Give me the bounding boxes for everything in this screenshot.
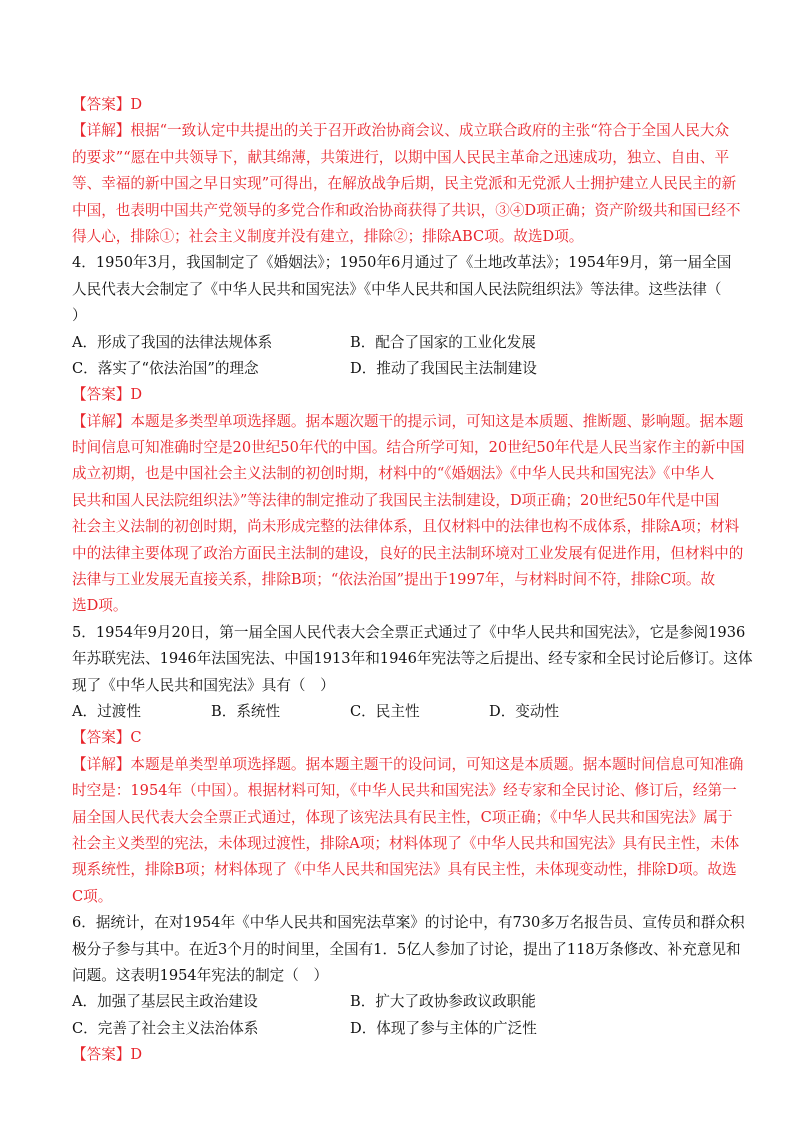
q6-option-b[interactable]: B．扩大了政协参政议政职能 [350,993,536,1011]
q4-detail-line: 法律与工业发展无直接关系，排除B项；“依法治国”提出于1997年，与材料时间不符，排除C项。故 [72,571,716,589]
q3-detail-line: 得人心，排除①；社会主义制度并没有建立，排除②；排除ABC项。故选D项。 [72,227,584,245]
q6-stem-line: 极分子参与其中。在近3个月的时间里，全国有1．5亿人参加了讨论，提出了118万条修改、补充意见和 [72,940,741,958]
document-page [72,92,753,1068]
q3-answer: 【答案】D [72,96,143,113]
q5-option-d[interactable]: D．变动性 [489,702,560,720]
q4-detail-line: 中的法律主要体现了政治方面民主法制的建设，良好的民主法制环境对工业发展有促进作用，但材料中的 [72,544,744,562]
q4-detail-line: 成立初期，也是中国社会主义法制的初创时期，材料中的“《婚姻法》《中华人民共和国宪法》《中华人 [72,465,715,483]
q5-detail-line: 现系统性，排除B项；材料体现了《中华人民共和国宪法》具有民主性，未体现变动性，排除D项。故选 [72,861,737,879]
q5-stem-line: 5．1954年9月20日，第一届全国人民代表大会全票正式通过了《中华人民共和国宪法》，它是参阅1936 [72,623,746,641]
q4-option-b[interactable]: B．配合了国家的工业化发展 [350,333,536,351]
q5-detail-line: C项。 [72,887,113,905]
q4-detail-line: 【详解】本题是多类型单项选择题。据本题次题干的提示词，可知这是本质题、推断题、影响题。据本题 [72,412,744,430]
q4-detail-line: 社会主义法制的初创时期，尚未形成完整的法律体系，且仅材料中的法律也构不成体系，排除A项；材料 [72,518,740,536]
q6-option-a[interactable]: A．加强了基层民主政治建设 [72,993,258,1011]
q5-detail-line: 时空是：1954年（中国）。根据材料可知，《中华人民共和国宪法》经专家和全民讨论、修订后，经第一 [72,782,737,800]
q4-stem-line: 4．1950年3月，我国制定了《婚姻法》；1950年6月通过了《土地改革法》；1954年9月，第一届全国 [72,254,732,272]
q4-detail-line: 选D项。 [72,597,128,615]
q5-detail-line: 届全国人民代表大会全票正式通过，体现了该宪法具有民主性，C项正确；《中华人民共和国宪法》属于 [72,808,733,826]
q3-detail-line: 等、幸福的新中国之早日实现”可得出，在解放战争后期，民主党派和无党派人士拥护建立人民民主的新 [72,175,737,193]
q6-options-row [72,1016,732,1042]
q4-options-row [72,330,732,356]
q6-options-row [72,989,732,1015]
q5-options-row [72,699,732,725]
q4-option-d[interactable]: D．推动了我国民主法制建设 [350,359,537,377]
q5-stem-line: 现了《中华人民共和国宪法》具有（ ） [72,676,335,694]
q6-stem-line: 问题。这表明1954年宪法的制定（ ） [72,966,329,984]
q6-answer: 【答案】D [72,1046,143,1064]
q5-option-a[interactable]: A．过渡性 [72,702,141,720]
q6-option-c[interactable]: C．完善了社会主义法治体系 [72,1019,259,1037]
q4-option-a[interactable]: A．形成了我国的法律法规体系 [72,333,273,351]
q4-stem-line: ） [72,307,87,325]
q3-detail-line: 的要求”“愿在中共领导下，献其绵薄，共策进行，以期中国人民民主革命之迅速成功，独立、自由、平 [72,148,730,166]
q6-option-d[interactable]: D．体现了参与主体的广泛性 [350,1019,537,1037]
q4-detail-line: 民共和国人民法院组织法》”等法律的制定推动了我国民主法制建设，D项正确；20世纪50年代是中国 [72,491,720,509]
q5-detail-line: 社会主义类型的宪法，未体现过渡性，排除A项；材料体现了《中华人民共和国宪法》具有民主性，未体 [72,834,740,852]
q4-option-c[interactable]: C．落实了“依法治国”的理念 [72,359,259,377]
q5-answer: 【答案】C [72,729,142,747]
q5-option-c[interactable]: C．民主性 [350,702,420,720]
q5-stem-line: 年苏联宪法、1946年法国宪法、中国1913年和1946年宪法等之后提出、经专家和全民讨论后修订。这体 [72,650,753,668]
q5-detail-line: 【详解】本题是单类型单项选择题。据本题主题干的设问词，可知这是本质题。据本题时间信息可知准确 [72,755,744,773]
q5-option-b[interactable]: B．系统性 [211,702,281,720]
q4-options-row [72,356,732,382]
q3-detail-line: 中国，也表明中国共产党领导的多党合作和政治协商获得了共识，③④D项正确；资产阶级共和国已经不 [72,201,741,219]
q3-detail-line: 【详解】根据“一致认定中共提出的关于召开政治协商会议、成立联合政府的主张“符合于全国人民大众 [72,122,730,140]
q4-stem-line: 人民代表大会制定了《中华人民共和国宪法》《中华人民共和国人民法院组织法》等法律。这些法律（ [72,280,722,298]
q4-detail-line: 时间信息可知准确时空是20世纪50年代的中国。结合所学可知，20世纪50年代是人民当家作主的新中国 [72,439,745,457]
q6-stem-line: 6．据统计，在对1954年《中华人民共和国宪法草案》的讨论中，有730多万名报告员、宣传员和群众积 [72,914,745,932]
q4-answer: 【答案】D [72,386,143,404]
